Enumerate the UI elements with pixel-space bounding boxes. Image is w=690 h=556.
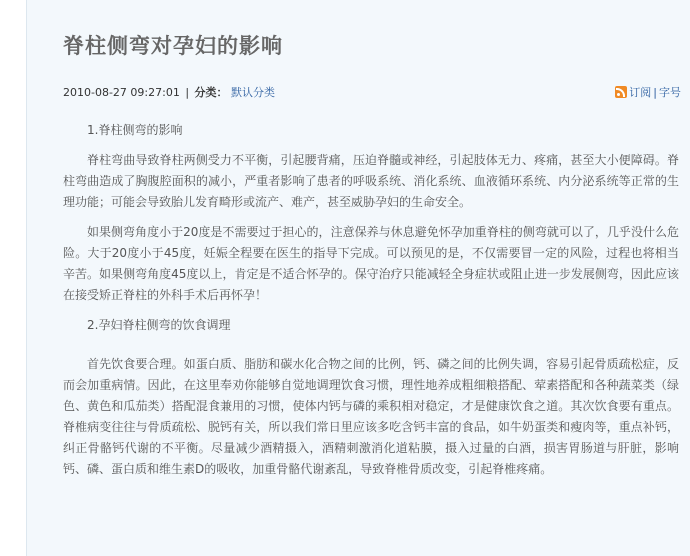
article-meta: [63, 84, 275, 100]
category-label: 分类：: [194, 86, 228, 99]
paragraph-1: 脊柱弯曲导致脊柱两侧受力不平衡，引起腰背痛，压迫脊髓或神经，引起肢体无力、疼痛，甚至大小便障碍。脊柱弯曲造成了胸腹腔面积的减小，严重者影响了患者的呼吸系统、消化系统、血液循环系统、内分泌系统等正常的生理功能；可能会导致胎儿发育畸形或流产、难产，甚至威胁孕妇的生命安全。: [63, 153, 679, 209]
article-title: 脊柱侧弯对孕妇的影响: [63, 34, 283, 58]
rss-icon[interactable]: [615, 86, 627, 98]
font-size-link[interactable]: 字号: [659, 86, 681, 99]
section-heading-1: 1.脊柱侧弯的影响: [87, 123, 183, 137]
tools-separator: |: [653, 85, 657, 99]
category-link[interactable]: 默认分类: [231, 86, 276, 99]
section-heading-2: 2.孕妇脊柱侧弯的饮食调理: [87, 318, 231, 332]
article-tools: [615, 84, 681, 100]
paragraph-2: 如果侧弯角度小于20度是不需要过于担心的，注意保养与休息避免怀孕加重脊柱的侧弯就可以了，几乎没什么危险。大于20度小于45度，妊娠全程要在医生的指导下完成。可以预见的是，不仅需要冒一定的风险，过程也将相当辛苦。如果侧弯角度45度以上，肯定是不适合怀孕的。保守治疗只能减轻全身症状或阻止进一步发展侧弯，因此应该在接受矫正脊柱的外科手术后再怀孕！: [63, 225, 679, 302]
post-datetime: 2010-08-27 09:27:01: [63, 86, 180, 99]
meta-separator: |: [185, 86, 190, 99]
article-container: [26, 0, 690, 556]
article-body: [63, 120, 679, 489]
subscribe-link[interactable]: 订阅: [629, 86, 652, 99]
paragraph-3: 首先饮食要合理。如蛋白质、脂肪和碳水化合物之间的比例，钙、磷之间的比例失调，容易引起骨质疏松症，反而会加重病情。因此，在这里奉劝你能够自觉地调理饮食习惯，理性地养成粗细粮搭配、荤素搭配和各种蔬菜类（绿色、黄色和瓜茄类）搭配混食兼用的习惯，使体内钙与磷的乘积相对稳定，才是健康饮食之道。其次饮食要有重点。脊椎病变往往与骨质疏松、脱钙有关，所以我们常日里应该多吃含钙丰富的食品，如牛奶蛋类和瘦肉等，重点补钙，纠正骨骼钙代谢的不平衡。尽量减少酒精摄入，酒精刺激消化道粘膜，摄入过量的白酒，损害胃肠道与肝脏，影响钙、磷、蛋白质和维生素D的吸收，加重骨骼代谢紊乱，导致脊椎骨质改变，引起脊椎疼痛。: [63, 357, 679, 476]
